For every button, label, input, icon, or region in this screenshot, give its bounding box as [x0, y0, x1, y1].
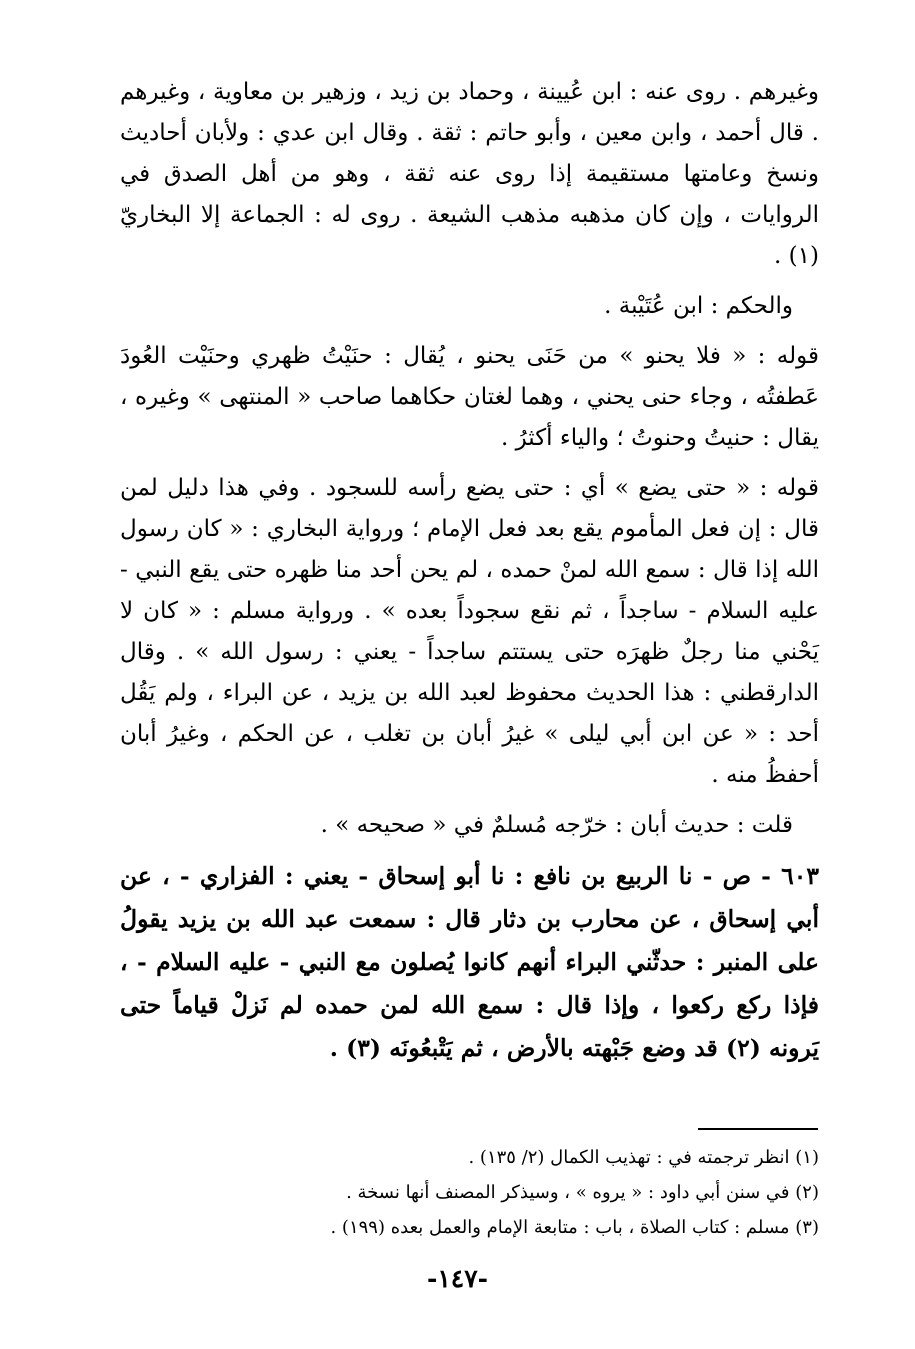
paragraph-yada-explanation: قوله : « حتى يضع » أي : حتى يضع رأسه للسجود . وفي هذا دليل لمن قال : إن فعل المأموم يقع بعد فعل الإمام ؛ ورواية البخاري : « كان رسول الله إذا قال : سمع الله لمنْ حمده ، لم يحن أحد منا ظهره حتى يقع النبي - عليه السلام - ساجداً ، ثم نقع سجوداً بعده » . ورواية مسلم : « كان لا يَحْني منا رجلٌ ظهرَه حتى يستتم ساجداً - يعني : رسول الله » . وقال الدارقطني : هذا الحديث محفوظ لعبد الله بن يزيد ، عن البراء ، ولم يَقُل أحد : « عن ابن أبي ليلى » غيرُ أبان بن تغلب ، عن الحكم ، وغيرُ أبان أحفظُ منه . [120, 475, 819, 788]
footnotes [119, 1140, 819, 1245]
main-text [120, 72, 819, 1070]
paragraph-yahnu-explanation: قوله : « فلا يحنو » من حَنَى يحنو ، يُقال : حنَيْتُ ظهري وحنَيْت العُودَ عَطفتُه ، وجاء حنى يحني ، وهما لغتان حكاهما صاحب « المنتهى » وغيره ، يقال : حنيتُ وحنوتُ ؛ والياء أكثرُ . [120, 343, 819, 451]
footnote-2: (٢) في سنن أبي داود : « يروه » ، وسيذكر المصنف أنها نسخة . [346, 1182, 819, 1203]
hadith-603: ٦٠٣ - ص - نا الربيع بن نافع : نا أبو إسحاق - يعني : الفزاري - ، عن أبي إسحاق ، عن محارب بن دثار قال : سمعت عبد الله بن يزيد يقولُ على المنبر : حدثّني البراء أنهم كانوا يُصلون مع النبي - عليه السلام - ، فإذا ركع ركعوا ، وإذا قال : سمع الله لمن حمده لم نَزلْ قياماً حتى يَرونه (٢) قد وضع جَبْهته بالأرض ، ثم يَتْبعُونَه (٣) . [120, 862, 819, 1062]
footnote-divider [698, 1128, 818, 1130]
paragraph-author-note: قلت : حديث أبان : خرّجه مُسلمٌ في « صحيحه » . [320, 812, 793, 838]
page-number: -١٤٧- [426, 1264, 489, 1293]
paragraph-hakam: والحكم : ابن عُتَيْبة . [604, 293, 793, 319]
paragraph-narrator-biography: وغيرهم . روى عنه : ابن عُيينة ، وحماد بن زيد ، وزهير بن معاوية ، وغيرهم . قال أحمد ، وابن معين ، وأبو حاتم : ثقة . وقال ابن عدي : ولأبان أحاديث ونسخ وعامتها مستقيمة إذا روى عنه ثقة ، وهو من أهل الصدق في الروايات ، وإن كان مذهبه مذهب الشيعة . روى له : الجماعة إلا البخاريّ (١) . [120, 79, 819, 269]
footnote-1: (١) انظر ترجمته في : تهذيب الكمال (٢/ ١٣٥) . [468, 1147, 819, 1168]
footnote-3: (٣) مسلم : كتاب الصلاة ، باب : متابعة الإمام والعمل بعده (١٩٩) . [330, 1217, 819, 1238]
